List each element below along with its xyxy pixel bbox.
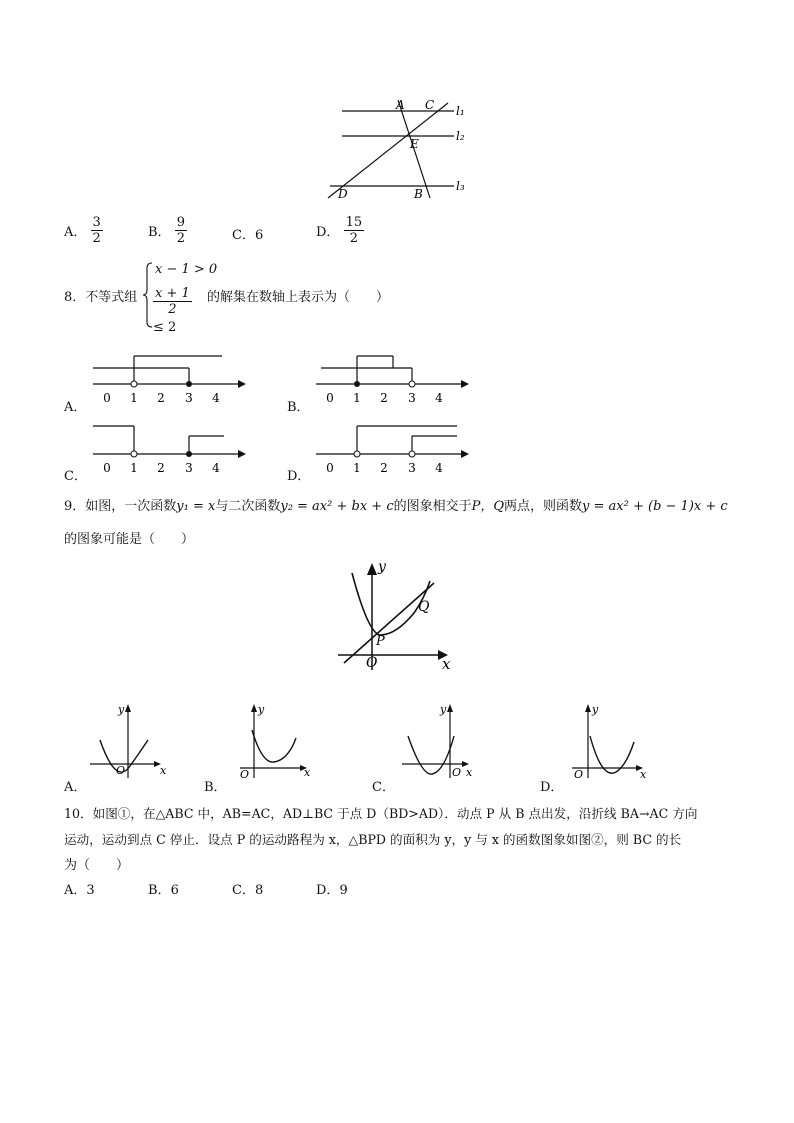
svg-text:O: O	[574, 768, 584, 780]
point-d-label: D	[338, 187, 348, 201]
q9-option-c-letter[interactable]: C．	[372, 780, 395, 795]
q9-option-b-letter[interactable]: B．	[204, 780, 227, 795]
svg-text:1: 1	[353, 461, 361, 475]
q8-numberline-a[interactable]	[88, 350, 248, 410]
q8-option-b-letter[interactable]: B．	[287, 400, 310, 415]
q9-graph-a[interactable]	[88, 700, 168, 780]
inequality-2: $\frac{x + 1}{2}$ ≤ 2	[153, 286, 190, 335]
svg-text:x: x	[466, 766, 473, 779]
svg-text:1: 1	[353, 391, 361, 405]
option-value: 8	[254, 883, 264, 898]
parallel-lines-figure	[320, 98, 480, 202]
l2-label: l₂	[456, 129, 465, 143]
q10-option-c[interactable]	[232, 879, 263, 898]
inequality-system	[143, 262, 218, 335]
option-letter: B．	[148, 225, 171, 240]
svg-text:4: 4	[435, 391, 443, 405]
q8-prefix: 8．不等式组	[64, 290, 138, 305]
q10-line2: 运动，运动到点 C 停止．设点 P 的运动路程为 x，△BPD 的面积为 y，y 与 x 的函数图象如图②，则 BC 的长	[64, 832, 682, 847]
svg-text:x: x	[304, 766, 311, 779]
q7-option-c[interactable]	[232, 224, 263, 243]
q10-line3: 为（ ）	[64, 858, 130, 873]
svg-text:0: 0	[326, 391, 334, 405]
svg-text:0: 0	[103, 461, 111, 475]
svg-text:x: x	[442, 655, 451, 673]
svg-text:O: O	[366, 655, 378, 671]
svg-text:y: y	[258, 703, 265, 716]
option-letter: A．	[64, 883, 87, 898]
svg-text:y: y	[592, 703, 599, 716]
q7-option-b[interactable]	[148, 215, 187, 246]
option-letter: C．	[232, 883, 255, 898]
q7-option-d[interactable]	[316, 215, 364, 246]
svg-text:3: 3	[408, 391, 416, 405]
svg-text:2: 2	[157, 461, 165, 475]
fraction: $\frac{15}{2}$	[345, 215, 363, 246]
option-value: 9	[339, 883, 348, 898]
q8-option-d-letter[interactable]: D．	[287, 469, 311, 484]
point-e-label: E	[410, 137, 419, 151]
point-b-label: B	[414, 187, 423, 201]
l3-label: l₃	[456, 179, 465, 193]
svg-text:2: 2	[380, 461, 388, 475]
q9-option-a-letter[interactable]: A．	[64, 780, 87, 795]
q10-option-a[interactable]	[64, 879, 95, 898]
q9-line2: 的图象可能是（ ）	[64, 532, 195, 547]
svg-text:1: 1	[130, 461, 138, 475]
svg-text:4: 4	[435, 461, 443, 475]
q8-suffix: 的解集在数轴上表示为（ ）	[207, 290, 390, 305]
q8-numberline-b[interactable]	[311, 350, 471, 410]
option-value: 3	[86, 883, 95, 898]
option-letter: B．	[148, 883, 171, 898]
svg-text:4: 4	[212, 391, 220, 405]
q9-graph-d[interactable]	[566, 700, 650, 780]
svg-text:x: x	[640, 768, 647, 780]
q9-graph-b[interactable]	[232, 700, 312, 780]
q10-option-b[interactable]	[148, 879, 179, 898]
point-a-label: A	[396, 98, 405, 112]
q9-line1: 9．如图，一次函数y₁ = x与二次函数y₂ = ax² + bx + c的图象相交于P，Q两点，则函数y = ax² + (b − 1)x + c	[64, 499, 728, 514]
q8-option-c-letter[interactable]: C．	[64, 469, 87, 484]
q10-option-d[interactable]	[316, 879, 348, 898]
svg-text:0: 0	[326, 461, 334, 475]
q9-option-d-letter[interactable]: D．	[540, 780, 564, 795]
svg-text:0: 0	[103, 391, 111, 405]
option-letter: D．	[316, 883, 340, 898]
svg-text:P: P	[376, 634, 385, 649]
svg-text:1: 1	[130, 391, 138, 405]
svg-text:O: O	[240, 768, 250, 780]
q9-main-figure	[330, 555, 460, 675]
q8-option-a-letter[interactable]: A．	[64, 400, 87, 415]
svg-text:O: O	[116, 764, 126, 777]
svg-text:y: y	[440, 703, 447, 716]
option-value: 6	[254, 228, 264, 243]
q8-numberline-c[interactable]	[88, 420, 248, 480]
transversal-dc	[328, 103, 448, 198]
option-value: 6	[170, 883, 179, 898]
inequality-1: x − 1 > 0	[155, 262, 218, 277]
q9-graph-c[interactable]	[398, 700, 478, 780]
q8-numberline-d[interactable]	[311, 420, 471, 480]
brace-icon	[143, 262, 153, 328]
fraction: $\frac{9}{2}$	[176, 215, 185, 246]
point-c-label: C	[425, 98, 435, 112]
svg-text:2: 2	[380, 391, 388, 405]
svg-text:3: 3	[185, 391, 193, 405]
q7-option-a[interactable]	[64, 215, 103, 246]
svg-text:y: y	[378, 559, 386, 575]
svg-text:y: y	[118, 703, 125, 716]
fraction: $\frac{3}{2}$	[92, 215, 101, 246]
svg-text:x: x	[160, 764, 167, 777]
l1-label: l₁	[456, 104, 465, 118]
svg-text:O: O	[452, 766, 462, 779]
svg-text:4: 4	[212, 461, 220, 475]
svg-text:3: 3	[408, 461, 416, 475]
svg-text:Q: Q	[418, 599, 430, 615]
option-letter: D．	[316, 225, 340, 240]
q10-line1: 10．如图①，在△ABC 中，AB=AC，AD⊥BC 于点 D（BD>AD）．动点 P 从 B 点出发，沿折线 BA→AC 方向	[64, 806, 698, 821]
svg-text:2: 2	[157, 391, 165, 405]
option-letter: C．	[232, 228, 255, 243]
option-letter: A．	[64, 225, 87, 240]
svg-text:3: 3	[185, 461, 193, 475]
